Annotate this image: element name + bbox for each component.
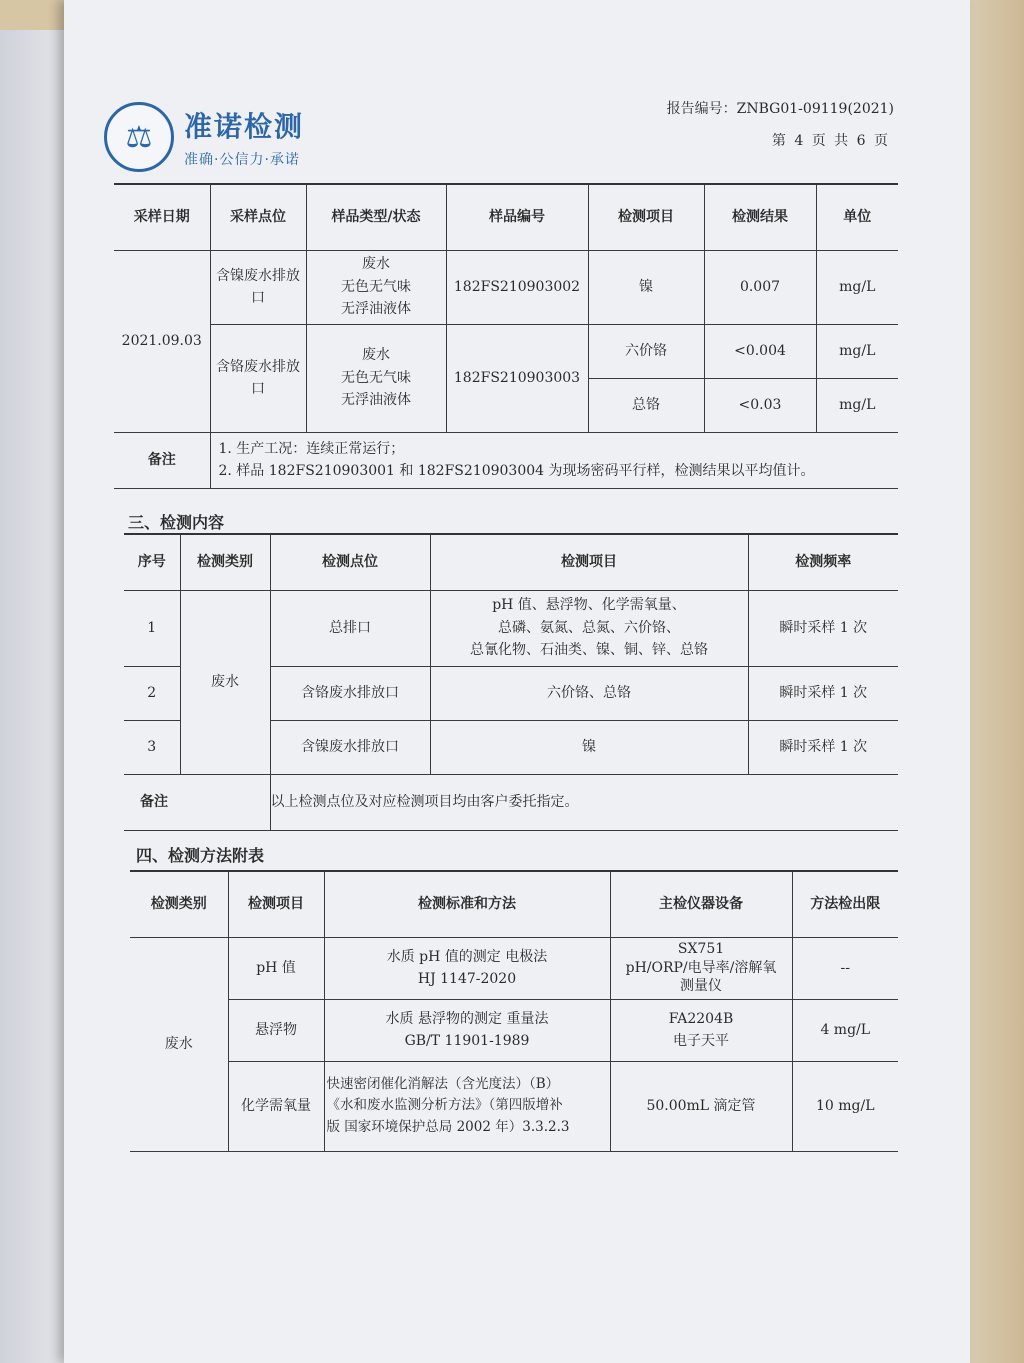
scale-icon: ⚖ [104, 102, 174, 172]
frequency-cell: 瞬时采样 1 次 [748, 590, 898, 666]
sampling-point-cell: 含铬废水排放口 [210, 324, 306, 432]
header-test-item: 检测项目 [588, 184, 704, 250]
red-stamp-mark [998, 650, 1024, 830]
instrument-cell: SX751 pH/ORP/电导率/溶解氧 测量仪 [610, 937, 792, 999]
sample-type-cell: 废水 无色无气味 无浮油液体 [306, 250, 446, 324]
header-method: 检测标准和方法 [324, 871, 610, 937]
table-row [130, 1061, 898, 1151]
sample-results-table [114, 183, 898, 489]
unit-cell: mg/L [816, 378, 898, 432]
remark-row [124, 774, 898, 830]
instrument-cell: FA2204B 电子天平 [610, 999, 792, 1061]
limit-cell: 10 mg/L [792, 1061, 898, 1151]
header-point: 检测点位 [270, 534, 430, 590]
test-item-cell: 镍 [588, 250, 704, 324]
sampling-point-cell: 含镍废水排放口 [210, 250, 306, 324]
remark-text [210, 432, 898, 488]
header-category: 检测类别 [180, 534, 270, 590]
frequency-cell: 瞬时采样 1 次 [748, 666, 898, 720]
table-row [130, 937, 898, 999]
sample-no-cell: 182FS210903002 [446, 250, 588, 324]
remark-text: 以上检测点位及对应检测项目均由客户委托指定。 [270, 774, 898, 830]
seq-cell: 3 [124, 720, 180, 774]
company-logo [104, 102, 304, 172]
test-content-table [124, 533, 898, 831]
sampling-date-cell: 2021.09.03 [114, 250, 210, 432]
remark-label: 备注 [124, 774, 270, 830]
instrument-cell: 50.00mL 滴定管 [610, 1061, 792, 1151]
table-row [114, 250, 898, 324]
header-detection-limit: 方法检出限 [792, 871, 898, 937]
frequency-cell: 瞬时采样 1 次 [748, 720, 898, 774]
header-test-result: 检测结果 [704, 184, 816, 250]
section-4-title: 四、检测方法附表 [136, 846, 265, 865]
sample-no-cell: 182FS210903003 [446, 324, 588, 432]
brand-name: 准诺检测 [184, 110, 305, 143]
seq-cell: 2 [124, 666, 180, 720]
limit-cell: 4 mg/L [792, 999, 898, 1061]
test-result-cell: 0.007 [704, 250, 816, 324]
remark-line: 2. 样品 182FS210903001 和 182FS210903004 为现场密码平行样，检测结果以平均值计。 [218, 463, 815, 479]
method-cell: 水质 悬浮物的测定 重量法 GB/T 11901-1989 [324, 999, 610, 1061]
method-cell: 快速密闭催化消解法（含光度法）（B） 《水和废水监测分析方法》（第四版增补 版 国家环境保护总局 2002 年）3.3.2.3 [324, 1061, 610, 1151]
limit-cell: -- [792, 937, 898, 999]
document-page [64, 0, 970, 1363]
sample-type-cell: 废水 无色无气味 无浮油液体 [306, 324, 446, 432]
method-cell: 水质 pH 值的测定 电极法 HJ 1147-2020 [324, 937, 610, 999]
section-3-title: 三、检测内容 [128, 513, 225, 532]
test-result-cell: <0.004 [704, 324, 816, 378]
unit-cell: mg/L [816, 250, 898, 324]
method-table [130, 870, 898, 1152]
header-seq: 序号 [124, 534, 180, 590]
header-frequency: 检测频率 [748, 534, 898, 590]
item-cell: pH 值 [228, 937, 324, 999]
items-cell: 六价铬、总铬 [430, 666, 748, 720]
seq-cell: 1 [124, 590, 180, 666]
page-number: 第 4 页 共 6 页 [771, 133, 890, 149]
table-row [130, 999, 898, 1061]
header-category: 检测类别 [130, 871, 228, 937]
remark-row [114, 432, 898, 488]
remark-label: 备注 [114, 432, 210, 488]
point-cell: 含镍废水排放口 [270, 720, 430, 774]
header-instrument: 主检仪器设备 [610, 871, 792, 937]
test-item-cell: 总铬 [588, 378, 704, 432]
header-item: 检测项目 [228, 871, 324, 937]
point-cell: 含铬废水排放口 [270, 666, 430, 720]
header-items: 检测项目 [430, 534, 748, 590]
point-cell: 总排口 [270, 590, 430, 666]
header-sample-type: 样品类型/状态 [306, 184, 446, 250]
category-cell: 废水 [130, 937, 228, 1151]
item-cell: 化学需氧量 [228, 1061, 324, 1151]
table-row [114, 324, 898, 378]
items-cell: pH 值、悬浮物、化学需氧量、 总磷、氨氮、总氮、六价铬、 总氰化物、石油类、镍、铜、锌、总铬 [430, 590, 748, 666]
report-number: 报告编号：ZNBG01-09119(2021) [666, 101, 894, 117]
header-sampling-point: 采样点位 [210, 184, 306, 250]
test-item-cell: 六价铬 [588, 324, 704, 378]
unit-cell: mg/L [816, 324, 898, 378]
header-sample-no: 样品编号 [446, 184, 588, 250]
items-cell: 镍 [430, 720, 748, 774]
table-row [124, 590, 898, 666]
item-cell: 悬浮物 [228, 999, 324, 1061]
category-cell: 废水 [180, 590, 270, 774]
remark-line: 1. 生产工况：连续正常运行； [218, 440, 405, 457]
test-result-cell: <0.03 [704, 378, 816, 432]
brand-slogan: 准确·公信力·承诺 [184, 152, 300, 168]
header-unit: 单位 [816, 184, 898, 250]
header-sampling-date: 采样日期 [114, 184, 210, 250]
